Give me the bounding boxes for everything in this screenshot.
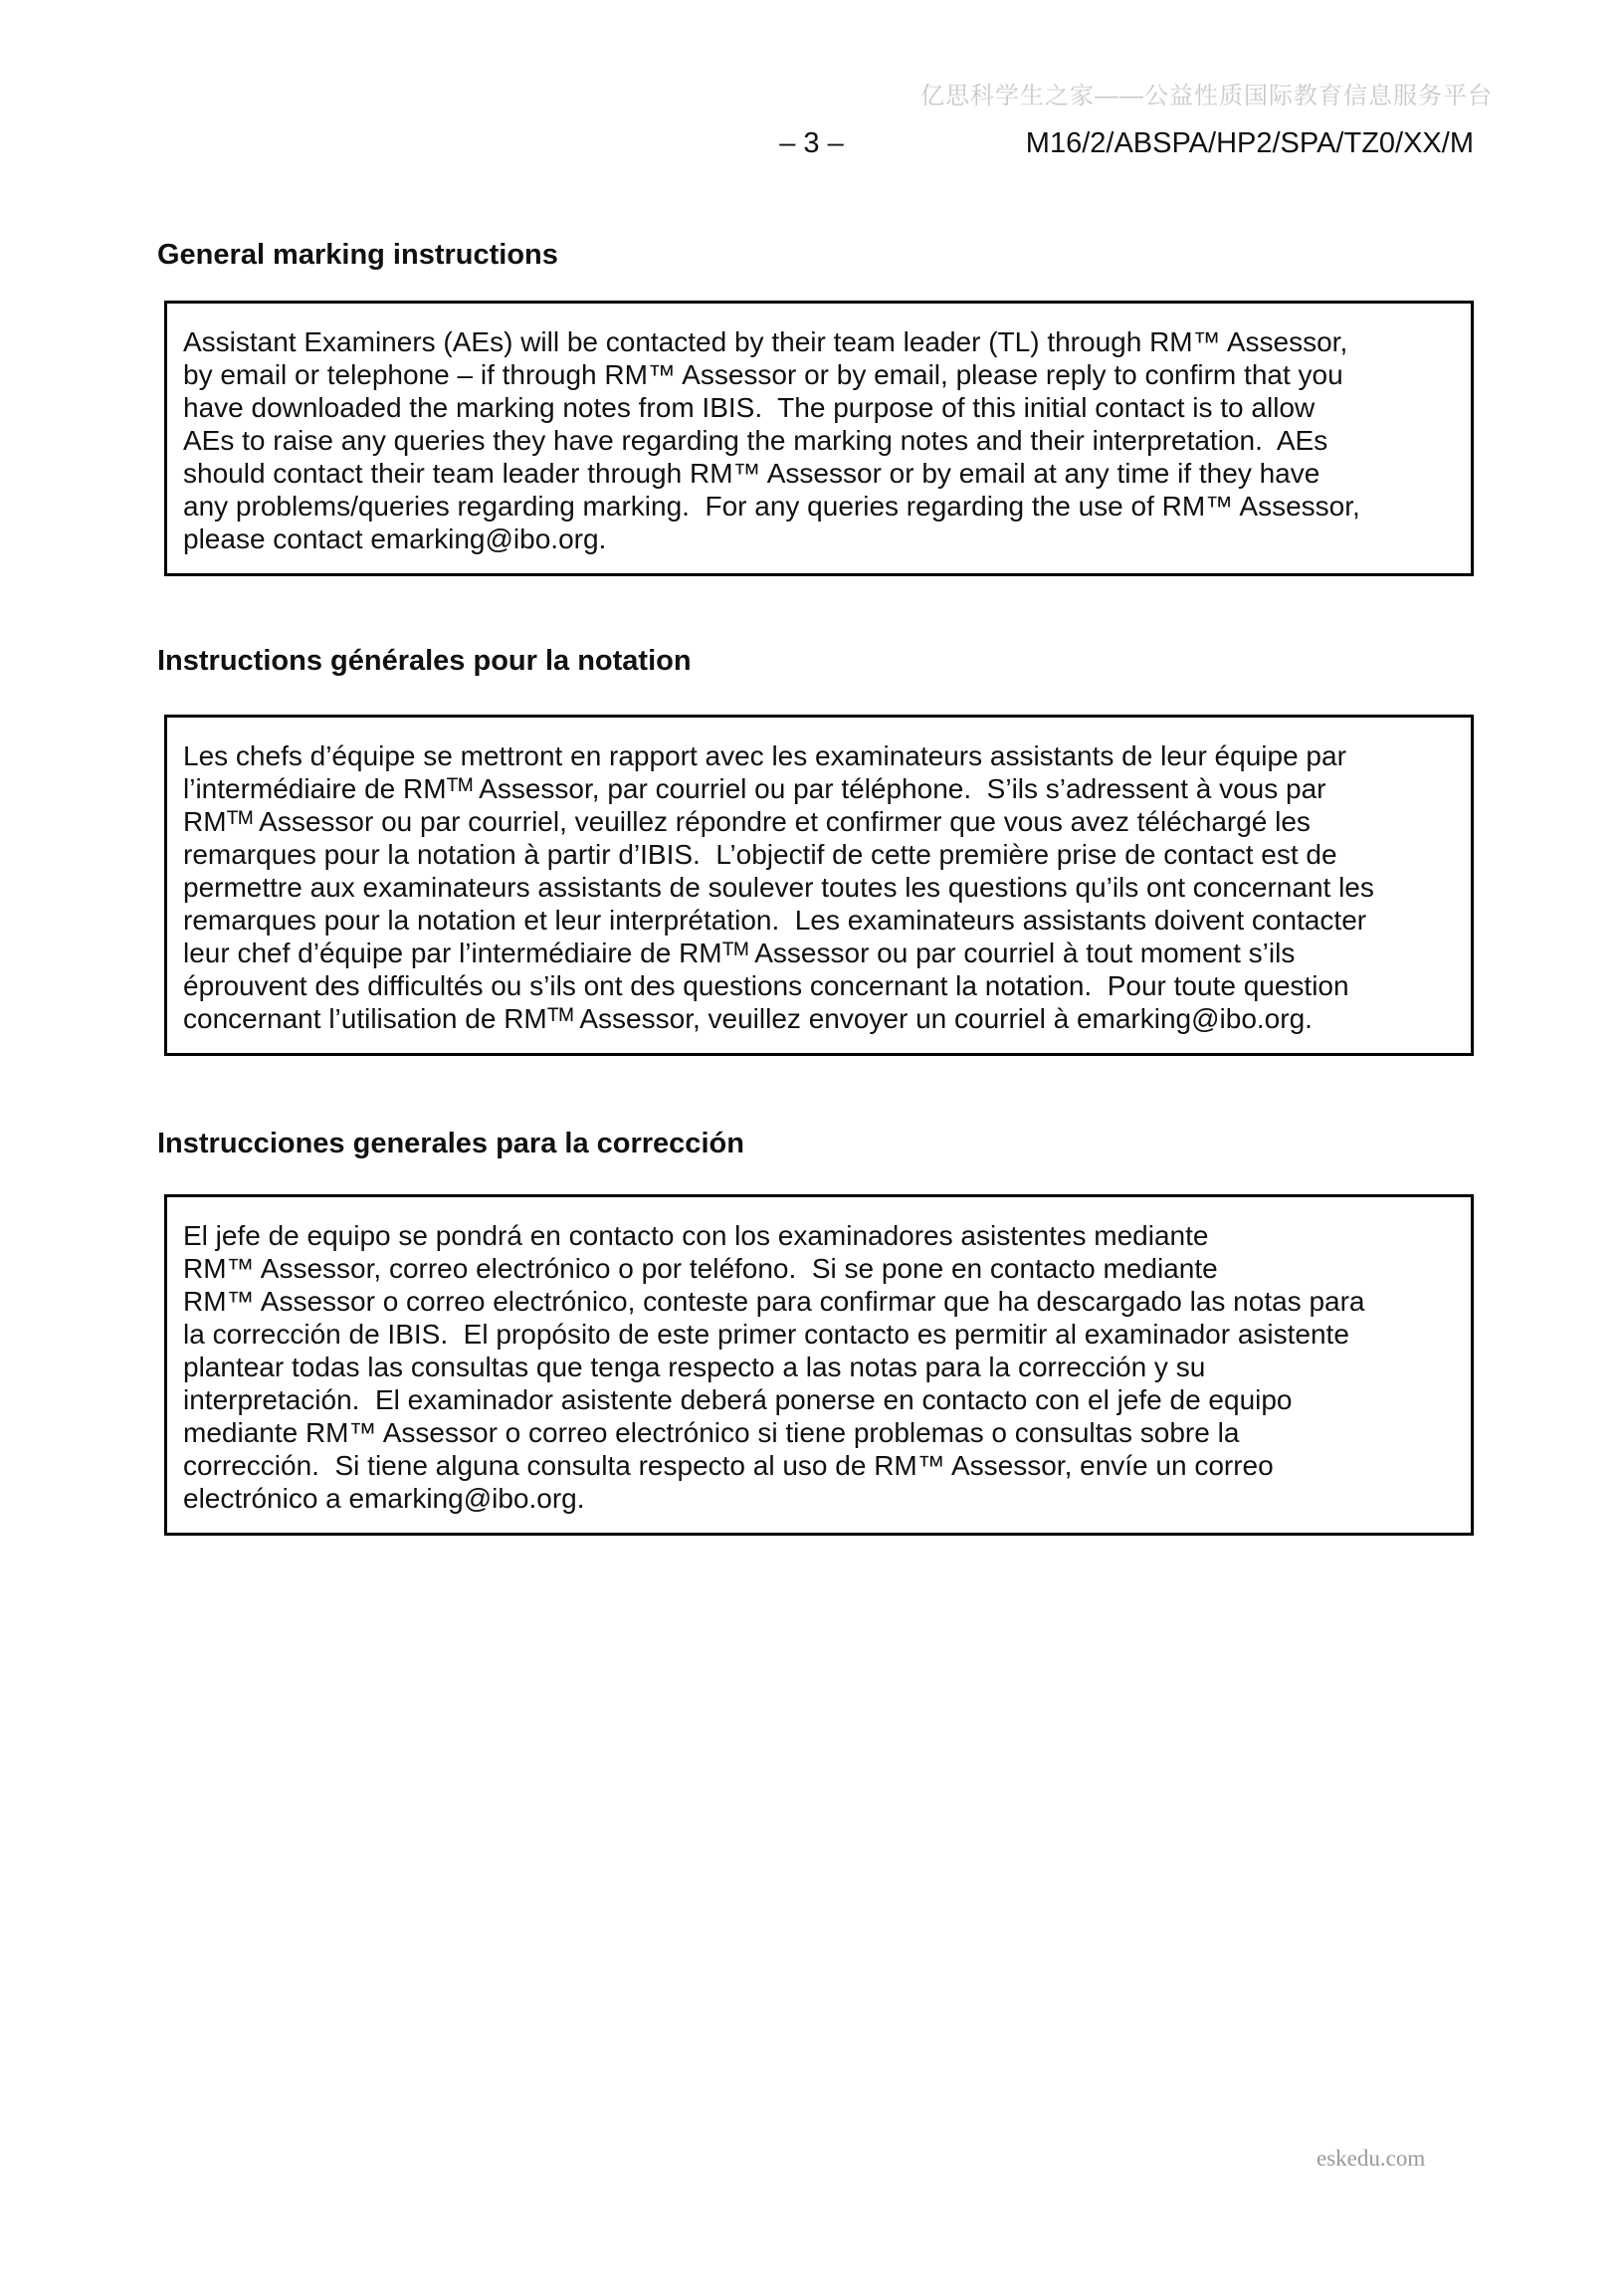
text-line: should contact their team leader through RM™ Assessor or by email at any time if they have (183, 458, 1320, 489)
section-heading-spanish: Instrucciones generales para la corrección (157, 1128, 744, 1159)
instruction-box-spanish (164, 1194, 1474, 1536)
text-line: la corrección de IBIS. El propósito de este primer contacto es permitir al examinador asistente (183, 1319, 1349, 1350)
bottom-watermark-text: eskedu.com (1317, 2146, 1426, 2171)
top-watermark-text: 亿思科学生之家——公益性质国际教育信息服务平台 (920, 83, 1493, 109)
text-line: interpretación. El examinador asistente deberá ponerse en contacto con el jefe de equipo (183, 1384, 1293, 1415)
text-line: have downloaded the marking notes from IBIS. The purpose of this initial contact is to allow (183, 392, 1316, 423)
text-line: remarques pour la notation et leur interprétation. Les examinateurs assistants doivent contacter (183, 905, 1367, 936)
text-line: any problems/queries regarding marking. For any queries regarding the use of RM™ Assessor, (183, 491, 1360, 522)
instruction-box-english (164, 301, 1474, 576)
text-line: concernant l’utilisation de RMᵀᴹ Assessor, veuillez envoyer un courriel à emarking@ibo.org. (183, 1003, 1313, 1034)
document-code: M16/2/ABSPA/HP2/SPA/TZ0/XX/M (1025, 127, 1474, 159)
text-line: RM™ Assessor, correo electrónico o por teléfono. Si se pone en contacto mediante (183, 1253, 1218, 1284)
text-line: RM™ Assessor o correo electrónico, conteste para confirmar que ha descargado las notas para (183, 1286, 1365, 1317)
text-line: corrección. Si tiene alguna consulta respecto al uso de RM™ Assessor, envíe un correo (183, 1450, 1274, 1481)
text-line: electrónico a emarking@ibo.org. (183, 1483, 585, 1514)
text-line: AEs to raise any queries they have regarding the marking notes and their interpretation. AEs (183, 425, 1328, 456)
text-line: mediante RM™ Assessor o correo electrónico si tiene problemas o consultas sobre la (183, 1417, 1240, 1448)
text-line: please contact emarking@ibo.org. (183, 523, 607, 554)
text-line: permettre aux examinateurs assistants de soulever toutes les questions qu’ils ont concernant les (183, 872, 1374, 903)
text-line: leur chef d’équipe par l’intermédiaire de RMᵀᴹ Assessor ou par courriel à tout moment s’ils (183, 938, 1296, 968)
page-number: – 3 – (779, 127, 844, 159)
section-heading-french: Instructions générales pour la notation (157, 645, 692, 677)
section-heading-english: General marking instructions (157, 239, 558, 271)
text-line: l’intermédiaire de RMᵀᴹ Assessor, par courriel ou par téléphone. S’ils s’adressent à vous par (183, 773, 1326, 804)
text-line: Assistant Examiners (AEs) will be contacted by their team leader (TL) through RM™ Assessor, (183, 326, 1348, 357)
instruction-box-french (164, 715, 1474, 1056)
text-line: éprouvent des difficultés ou s’ils ont des questions concernant la notation. Pour toute question (183, 970, 1349, 1001)
text-line: remarques pour la notation à partir d’IBIS. L’objectif de cette première prise de contact est de (183, 839, 1337, 870)
text-line: El jefe de equipo se pondrá en contacto con los examinadores asistentes mediante (183, 1220, 1209, 1251)
text-line: Les chefs d’équipe se mettront en rapport avec les examinateurs assistants de leur équipe par (183, 740, 1346, 771)
text-line: plantear todas las consultas que tenga respecto a las notas para la corrección y su (183, 1352, 1206, 1382)
text-line: RMᵀᴹ Assessor ou par courriel, veuillez répondre et confirmer que vous avez téléchargé les (183, 806, 1311, 837)
text-line: by email or telephone – if through RM™ Assessor or by email, please reply to confirm that you (183, 359, 1343, 390)
